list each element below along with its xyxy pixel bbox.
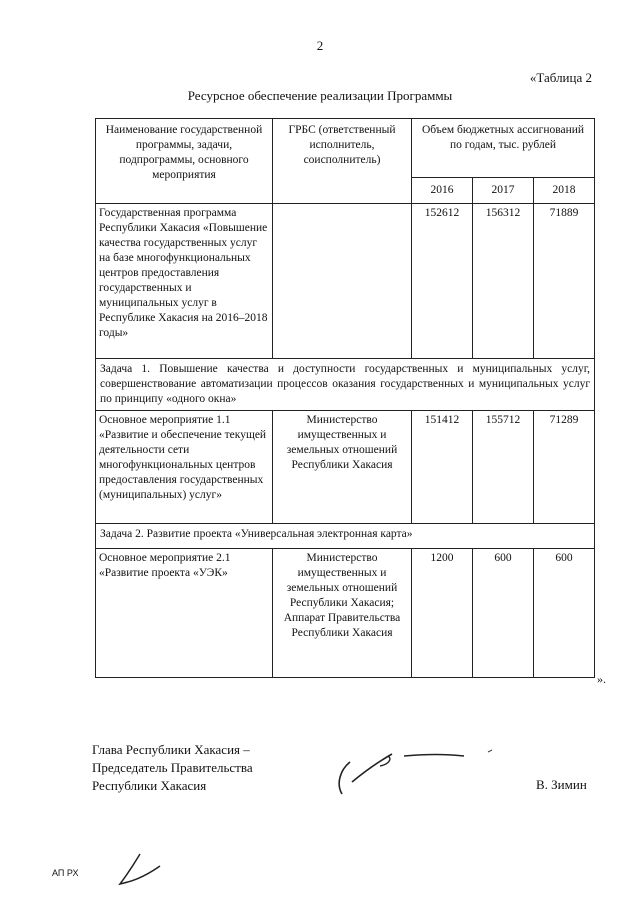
signature-block [92,741,253,795]
table-row [96,204,595,359]
measure-2-grbs: Министерство имущественных и земельных отношений Республики Хакасия; Аппарат Правительства Республики Хакасия [273,549,412,678]
signer-name: В. Зимин [536,777,587,792]
program-value-2016: 152612 [412,204,473,359]
document-title: Ресурсное обеспечение реализации Программы [187,88,453,103]
task-row [96,359,595,411]
program-name: Государственная программа Республики Хакасия «Повышение качества государственных услуг на базе многофункциональных центров предоставления государственных и муниципальных услуг в Республике Хакасия на 2016–2018 годы» [96,204,273,359]
signatory-title-line-2: Председатель Правительства [92,760,253,775]
measure-1-name: Основное мероприятие 1.1 «Развитие и обеспечение текущей деятельности сети многофункциональных центров предоставления государственных (муниципальных) услуг» [96,411,273,524]
measure-1-value-2017: 155712 [473,411,534,524]
footer-mark: АП РХ [52,868,79,878]
header-row [96,119,595,178]
handwritten-initials [110,850,170,890]
header-budget: Объем бюджетных ассигнований по годам, тыс. рублей [412,119,595,178]
measure-2-value-2016: 1200 [412,549,473,678]
header-year-2018: 2018 [534,178,595,204]
header-name: Наименование государственной программы, задачи, подпрограммы, основного мероприятия [96,119,273,204]
measure-2-value-2017: 600 [473,549,534,678]
header-year-2016: 2016 [412,178,473,204]
measure-1-value-2016: 151412 [412,411,473,524]
page-number: 2 [316,38,324,53]
table-row [96,549,595,678]
closing-quote: ». [597,672,606,686]
table-reference: «Таблица 2 [529,70,592,85]
handwritten-signature [330,742,500,802]
task-2: Задача 2. Развитие проекта «Универсальная электронная карта» [96,524,595,549]
task-1: Задача 1. Повышение качества и доступности государственных и муниципальных услуг, совершенствование автоматизации процессов оказания государственных и муниципальных услуг по принципу «одного окна» [96,359,595,411]
header-grbs: ГРБС (ответственный исполнитель, соисполнитель) [273,119,412,204]
measure-2-value-2018: 600 [534,549,595,678]
program-value-2018: 71889 [534,204,595,359]
signatory-title-line-3: Республики Хакасия [92,778,207,793]
measure-2-name: Основное мероприятие 2.1 «Развитие проекта «УЭК» [96,549,273,678]
measure-1-grbs: Министерство имущественных и земельных отношений Республики Хакасия [273,411,412,524]
measure-1-value-2018: 71289 [534,411,595,524]
resource-table [95,118,595,678]
header-year-2017: 2017 [473,178,534,204]
program-grbs [273,204,412,359]
signatory-title-line-1: Глава Республики Хакасия – [92,742,250,757]
task-row [96,524,595,549]
table-row [96,411,595,524]
program-value-2017: 156312 [473,204,534,359]
